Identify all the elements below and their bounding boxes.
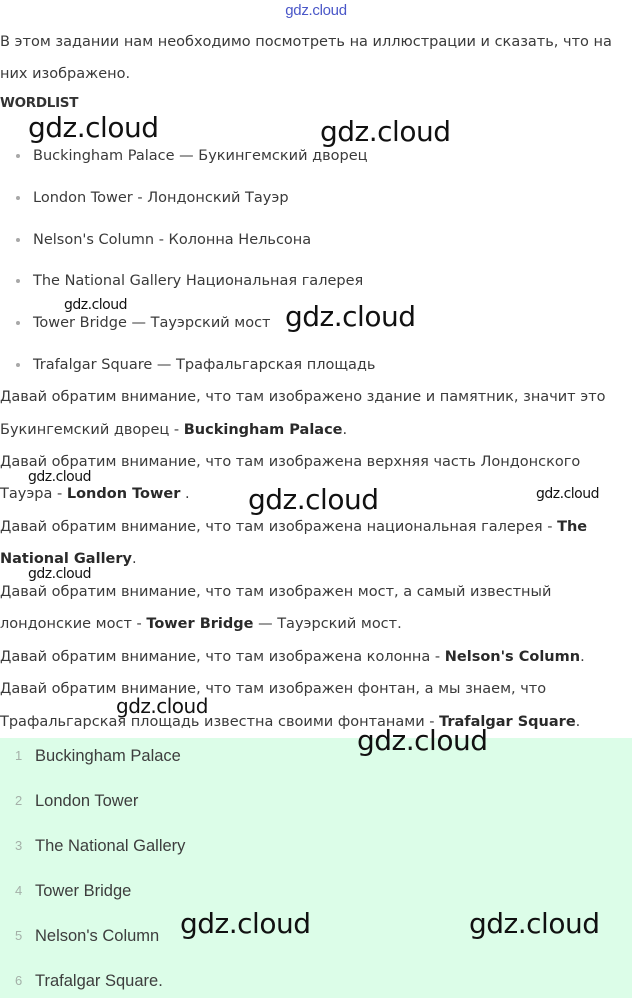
answer-number: 6 xyxy=(15,973,23,988)
site-header-logo[interactable]: gdz.cloud xyxy=(285,2,347,19)
answer-number: 1 xyxy=(15,748,23,763)
watermark: gdz.cloud xyxy=(180,907,311,940)
answer-term: Nelson's Column xyxy=(444,649,581,665)
explanation-1-line-2 xyxy=(0,414,632,447)
bullet-icon xyxy=(16,279,20,283)
explanation-5-line-1 xyxy=(0,641,632,674)
wordlist-item-text: The National Gallery Национальная галерея xyxy=(33,273,364,289)
answer-text: London Tower xyxy=(35,792,139,810)
watermark: gdz.cloud xyxy=(248,483,379,516)
explanation-6-line-2 xyxy=(0,706,632,739)
answer-term: Trafalgar Square xyxy=(439,714,576,730)
explanation-2-line-1: Давай обратим внимание, что там изображена верхняя часть Лондонского xyxy=(0,454,581,470)
explanation-text: . xyxy=(342,422,348,438)
answer-number: 4 xyxy=(15,883,23,898)
answer-term: London Tower xyxy=(66,486,181,502)
answer-text: The National Gallery xyxy=(35,837,186,855)
explanation-text: — Тауэрский мост. xyxy=(253,616,402,632)
answer-term: National Gallery xyxy=(0,551,132,567)
explanation-text: Тауэра - xyxy=(0,486,67,502)
answer-text: Trafalgar Square. xyxy=(35,972,163,990)
answer-number: 2 xyxy=(15,793,23,808)
watermark: gdz.cloud xyxy=(28,469,91,485)
answer-box xyxy=(0,738,632,998)
answer-term: Buckingham Palace xyxy=(183,422,343,438)
wordlist-title: WORDLIST xyxy=(0,95,79,111)
explanation-3-line-2 xyxy=(0,543,632,576)
intro-line-2: них изображено. xyxy=(0,66,131,82)
watermark: gdz.cloud xyxy=(536,486,599,502)
bullet-icon xyxy=(16,363,20,367)
watermark: gdz.cloud xyxy=(28,566,91,582)
wordlist-item-text: London Tower - Лондонский Тауэр xyxy=(33,190,289,206)
explanation-text: . xyxy=(180,486,190,502)
wordlist-item-text: Buckingham Palace — Букингемский дворец xyxy=(33,148,368,164)
explanation-text: лондонские мост - xyxy=(0,616,147,632)
explanation-text: . xyxy=(580,649,585,665)
answer-number: 5 xyxy=(15,928,23,943)
bullet-icon xyxy=(16,196,20,200)
intro-line-1: В этом задании нам необходимо посмотреть на иллюстрации и сказать, что на xyxy=(0,34,612,50)
explanation-4-line-1: Давай обратим внимание, что там изображен мост, а самый известный xyxy=(0,584,552,600)
answer-term: The xyxy=(557,519,588,535)
explanation-text: . xyxy=(131,551,137,567)
watermark: gdz.cloud xyxy=(64,297,127,313)
answer-text: Nelson's Column xyxy=(35,927,160,945)
explanation-4-line-2 xyxy=(0,608,632,641)
wordlist-item-text: Trafalgar Square — Трафальгарская площадь xyxy=(33,357,376,373)
watermark: gdz.cloud xyxy=(357,724,488,757)
explanation-1-line-1: Давай обратим внимание, что там изображено здание и памятник, значит это xyxy=(0,389,606,405)
bullet-icon xyxy=(16,238,20,242)
answer-number: 3 xyxy=(15,838,23,853)
explanation-text: Трафальгарская площадь известна своими фонтанами - xyxy=(0,714,440,730)
wordlist-item-text: Tower Bridge — Тауэрский мост xyxy=(33,315,271,331)
watermark: gdz.cloud xyxy=(28,111,159,144)
bullet-icon xyxy=(16,321,20,325)
explanation-text: Давай обратим внимание, что там изображена национальная галерея - xyxy=(0,519,558,535)
explanation-text: Давай обратим внимание, что там изображена колонна - xyxy=(0,649,445,665)
watermark: gdz.cloud xyxy=(320,115,451,148)
answer-text: Tower Bridge xyxy=(35,882,132,900)
watermark: gdz.cloud xyxy=(285,300,416,333)
explanation-text: . xyxy=(575,714,581,730)
wordlist-item-text: Nelson's Column - Колонна Нельсона xyxy=(33,232,312,248)
watermark: gdz.cloud xyxy=(469,907,600,940)
watermark: gdz.cloud xyxy=(116,694,208,718)
explanation-text: Букингемский дворец - xyxy=(0,422,184,438)
bullet-icon xyxy=(16,154,20,158)
answer-text: Buckingham Palace xyxy=(35,747,181,765)
answer-term: Tower Bridge xyxy=(146,616,254,632)
explanation-6-line-1: Давай обратим внимание, что там изображен фонтан, а мы знаем, что xyxy=(0,681,547,697)
